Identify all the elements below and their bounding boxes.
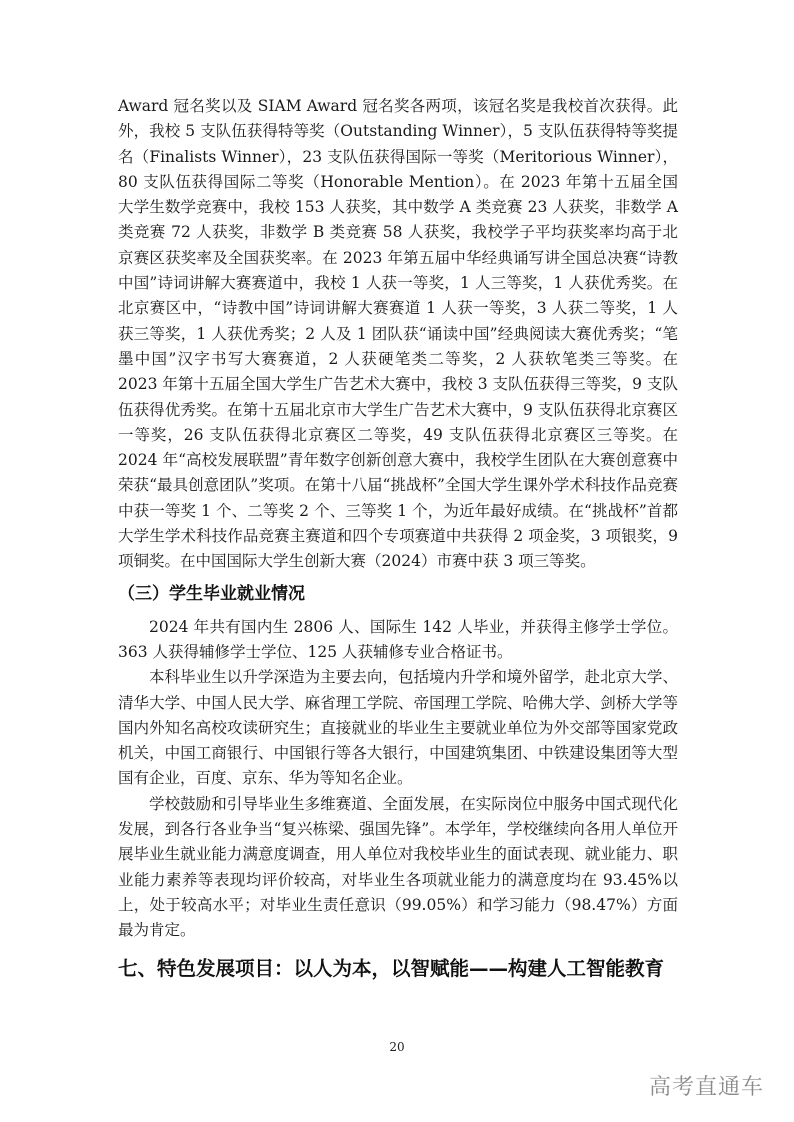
paragraph-awards-continued: Award 冠名奖以及 SIAM Award 冠名奖各两项，该冠名奖是我校首次获得。此外，我校 5 支队伍获得特等奖（Outstanding Winner），5 支队伍获得特等奖提名（Finalists Winner），23 支队伍获得国际一等奖（Meritorious Winner），80 支队伍获得国际二等奖（Honorable Mention）。在 2023 年第十五届全国大学生数学竞赛中，我校 153 人获奖，其中数学 A 类竞赛 23 人获奖，非数学 A 类竞赛 72 人获奖，非数学 B 类竞赛 58 人获奖，我校学子平均获奖率均高于北京赛区获奖率及全国获奖率。在 2023 年第五届中华经典诵写讲全国总决赛“诗教中国”诗词讲解大赛赛道中，我校 1 人获一等奖，1 人三等奖，1 人获优秀奖。在北京赛区中，“诗教中国”诗词讲解大赛赛道 1 人获一等奖，3 人获二等奖，1 人获三等奖，1 人获优秀奖；2 人及 1 团队获“诵读中国”经典阅读大赛优秀奖；“笔墨中国”汉字书写大赛赛道，2 人获硬笔类二等奖，2 人获软笔类三等奖。在 2023 年第十五届全国大学生广告艺术大赛中，我校 3 支队伍获得三等奖，9 支队伍获得优秀奖。在第十五届北京市大学生广告艺术大赛中，9 支队伍获得北京赛区一等奖，26 支队伍获得北京赛区二等奖，49 支队伍获得北京赛区三等奖。在 2024 年“高校发展联盟”青年数字创新创意大赛中，我校学生团队在大赛创意赛中荣获“最具创意团队”奖项。在第十八届“挑战杯”全国大学生课外学术科技作品竞赛中获一等奖 1 个、二等奖 2 个、三等奖 1 个，为近年最好成绩。在“挑战杯”首都大学生学术科技作品竞赛主赛道和四个专项赛道中共获得 2 项金奖，3 项银奖，9 项铜奖。在中国国际大学生创新大赛（2024）市赛中获 3 项三等奖。	[118, 97, 678, 571]
subheading-graduation-employment: （三）学生毕业就业情况	[118, 583, 305, 604]
watermark-logo-text: 高考直通车	[648, 1075, 764, 1100]
paragraph-graduates-count: 2024 年共有国内生 2806 人、国际生 142 人毕业，并获得主修学士学位。363 人获得辅修学士学位、125 人获辅修专业合格证书。	[118, 617, 678, 661]
page-content	[118, 94, 678, 984]
section-heading-ai-education: 七、特色发展项目：以人为本，以智赋能——构建人工智能教育	[118, 956, 665, 980]
paragraph-employer-satisfaction: 学校鼓励和引导毕业生多维赛道、全面发展，在实际岗位中服务中国式现代化发展，到各行各业争当“复兴栋梁、强国先锋”。本学年，学校继续向各用人单位开展毕业生就业能力满意度调查，用人单位对我校毕业生的面试表现、就业能力、职业能力素养等表现均评价较高，对毕业生各项就业能力的满意度均在 93.45%以上，处于较高水平；对毕业生责任意识（99.05%）和学习能力（98.47%）方面最为肯定。	[118, 794, 678, 940]
page-number: 20	[389, 1040, 405, 1054]
paragraph-graduate-destinations: 本科毕业生以升学深造为主要去向，包括境内升学和境外留学，赴北京大学、清华大学、中国人民大学、麻省理工学院、帝国理工学院、哈佛大学、剑桥大学等国内外知名高校攻读研究生；直接就业的毕业生主要就业单位为外交部等国家党政机关，中国工商银行、中国银行等各大银行，中国建筑集团、中铁建设集团等大型国有企业，百度、京东、华为等知名企业。	[118, 668, 678, 788]
